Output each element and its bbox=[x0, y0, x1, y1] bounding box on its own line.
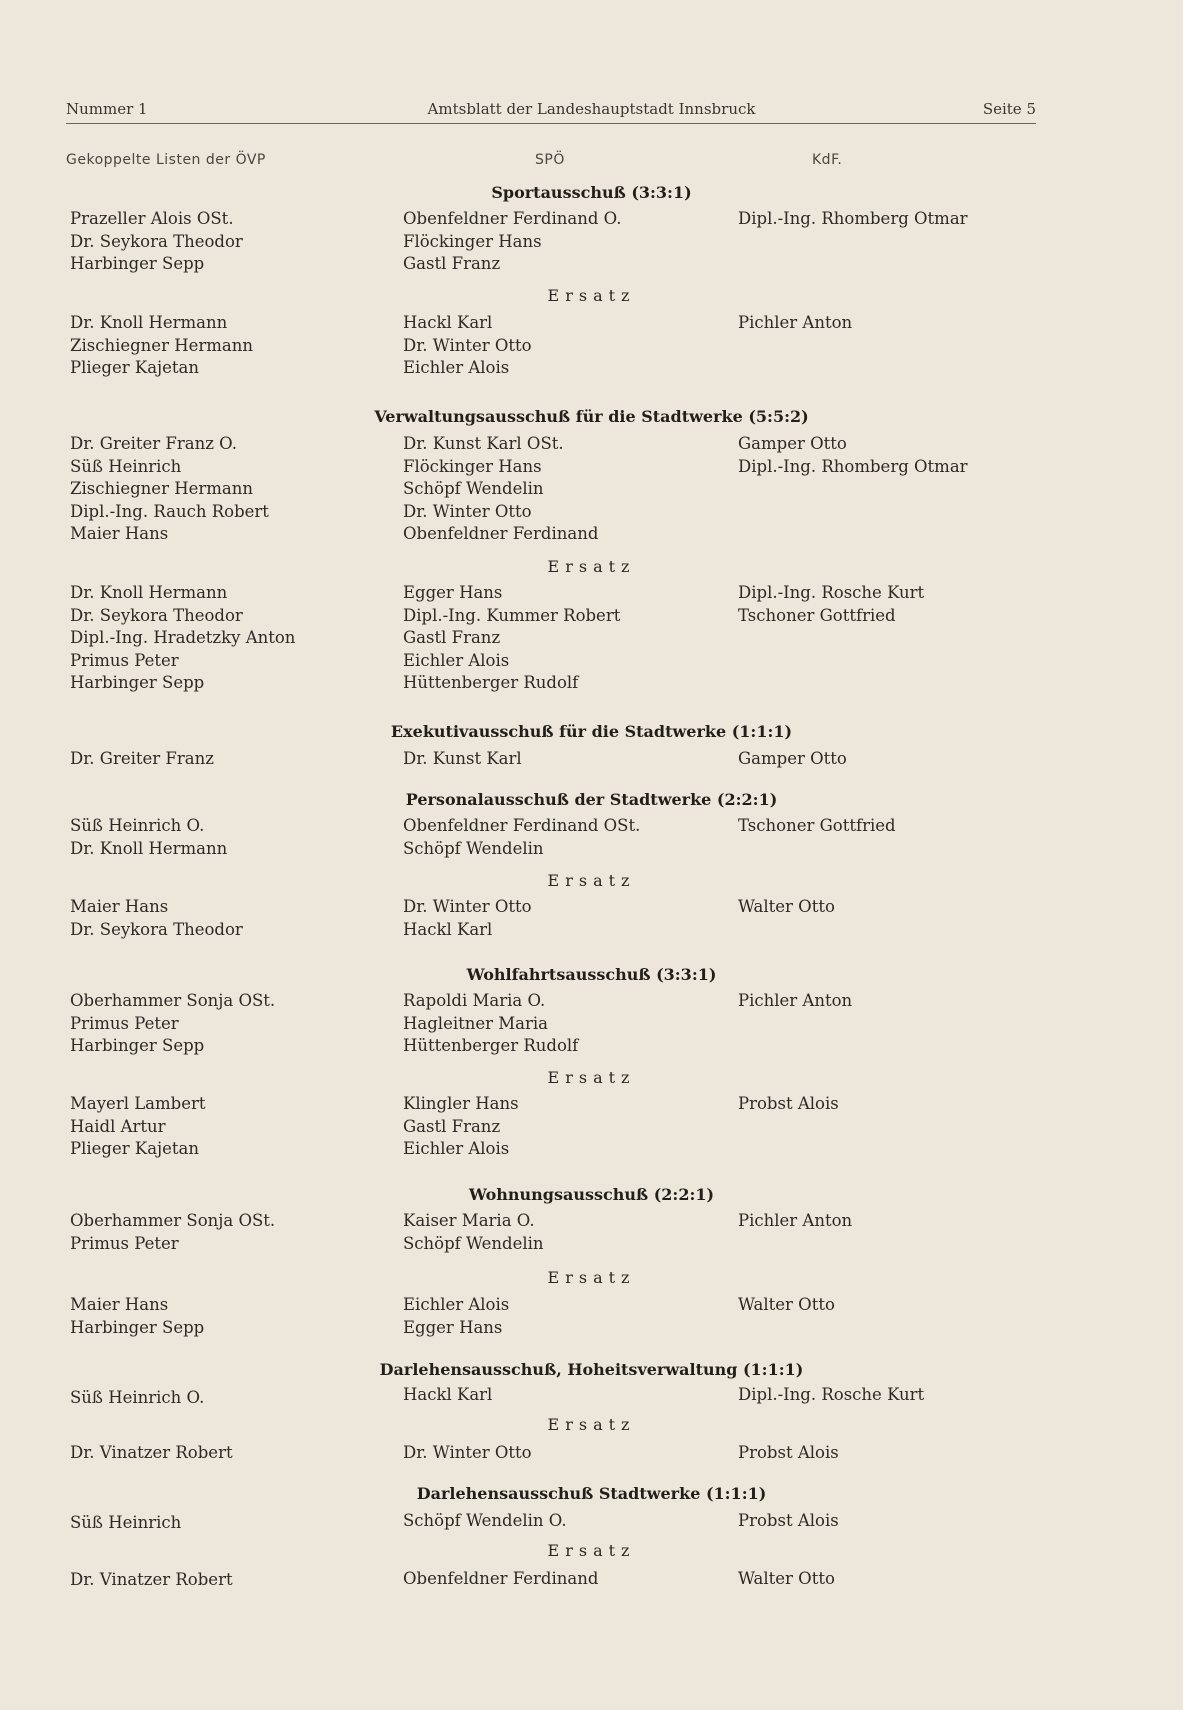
section-7-members-spoe bbox=[403, 1510, 567, 1533]
section-3-members-oevp bbox=[70, 815, 227, 860]
ersatz-name: Tschoner Gottfried bbox=[738, 605, 896, 625]
section-1-members-spoe bbox=[403, 433, 598, 546]
section-0-ersatz-oevp bbox=[70, 312, 253, 380]
section-6-members-kdf bbox=[738, 1384, 924, 1407]
member-name: Maier Hans bbox=[70, 524, 169, 543]
section-4-ersatz-spoe bbox=[403, 1093, 519, 1161]
section-6-members-spoe bbox=[403, 1384, 492, 1407]
section-7-ersatz-spoe bbox=[403, 1568, 598, 1591]
section-4-ersatz-oevp bbox=[70, 1093, 206, 1161]
ersatz-label: Ersatz bbox=[547, 871, 636, 890]
ersatz-name: Gastl Franz bbox=[403, 1116, 501, 1136]
member-name: Obenfeldner Ferdinand bbox=[403, 524, 599, 543]
section-title-verwaltungsausschuss: Verwaltungsausschuß für die Stadtwerke (5:5:2) bbox=[374, 407, 809, 426]
ersatz-name: Dr. Winter Otto bbox=[403, 1443, 532, 1462]
ersatz-name: Dr. Seykora Theodor bbox=[70, 605, 243, 625]
ersatz-name: Dipl.-Ing. Hradetzky Anton bbox=[70, 628, 296, 647]
column-header-kdf: KdF. bbox=[812, 152, 843, 168]
member-name: Schöpf Wendelin O. bbox=[403, 1511, 567, 1530]
ersatz-name: Klingler Hans bbox=[403, 1094, 519, 1113]
section-4-ersatz-kdf bbox=[738, 1093, 839, 1116]
section-title-sportausschuss: Sportausschuß (3:3:1) bbox=[491, 183, 692, 202]
header-issue-number: Nummer 1 bbox=[66, 100, 148, 118]
ersatz-name: Egger Hans bbox=[403, 583, 503, 602]
member-name: Dr. Seykora Theodor bbox=[70, 231, 243, 251]
ersatz-name: Probst Alois bbox=[738, 1094, 839, 1113]
ersatz-name: Dipl.-Ing. Rosche Kurt bbox=[738, 583, 925, 602]
member-name: Hackl Karl bbox=[403, 1385, 493, 1404]
section-title-exekutivausschuss: Exekutivausschuß für die Stadtwerke (1:1:1) bbox=[390, 722, 793, 741]
header-rule bbox=[66, 123, 1036, 124]
member-name: Dr. Knoll Hermann bbox=[70, 838, 228, 858]
section-6-ersatz-oevp bbox=[70, 1442, 233, 1465]
ersatz-name: Obenfeldner Ferdinand bbox=[403, 1569, 599, 1588]
section-6-ersatz-kdf bbox=[738, 1442, 839, 1465]
ersatz-name: Walter Otto bbox=[738, 1295, 835, 1314]
section-0-members-spoe bbox=[403, 208, 621, 276]
member-name: Pichler Anton bbox=[738, 991, 853, 1010]
member-name: Dr. Kunst Karl bbox=[403, 749, 522, 768]
ersatz-name: Dr. Vinatzer Robert bbox=[70, 1443, 233, 1462]
section-3-ersatz-kdf bbox=[738, 896, 835, 919]
section-3-ersatz-oevp bbox=[70, 896, 243, 941]
ersatz-name: Egger Hans bbox=[403, 1317, 503, 1337]
section-0-ersatz-kdf bbox=[738, 312, 852, 335]
section-4-members-kdf bbox=[738, 990, 852, 1013]
section-0-members-oevp bbox=[70, 208, 243, 276]
section-4-members-oevp bbox=[70, 990, 275, 1058]
ersatz-name: Eichler Alois bbox=[403, 358, 510, 377]
section-5-members-kdf bbox=[738, 1210, 852, 1233]
ersatz-name: Dr. Winter Otto bbox=[403, 897, 532, 916]
header-publication-title: Amtsblatt der Landeshauptstadt Innsbruck bbox=[427, 100, 756, 118]
member-name: Süß Heinrich bbox=[70, 1513, 182, 1532]
section-7-members-oevp bbox=[70, 1512, 181, 1535]
ersatz-name: Harbinger Sepp bbox=[70, 1317, 205, 1337]
member-name: Dr. Greiter Franz O. bbox=[70, 434, 237, 453]
column-header-oevp: Gekoppelte Listen der ÖVP bbox=[66, 152, 266, 168]
ersatz-name: Hüttenberger Rudolf bbox=[403, 673, 579, 692]
section-title-personalausschuss: Personalausschuß der Stadtwerke (2:2:1) bbox=[405, 790, 778, 809]
ersatz-label: Ersatz bbox=[547, 1415, 636, 1434]
member-name: Kaiser Maria O. bbox=[403, 1211, 535, 1230]
header-page-number: Seite 5 bbox=[982, 100, 1036, 118]
section-5-members-oevp bbox=[70, 1210, 275, 1255]
ersatz-name: Plieger Kajetan bbox=[70, 1139, 200, 1158]
section-title-wohlfahrtsausschuss: Wohlfahrtsausschuß (3:3:1) bbox=[466, 965, 717, 984]
member-name: Dipl.-Ing. Rosche Kurt bbox=[738, 1385, 925, 1404]
ersatz-name: Eichler Alois bbox=[403, 1139, 510, 1158]
member-name: Probst Alois bbox=[738, 1511, 839, 1530]
member-name: Pichler Anton bbox=[738, 1211, 853, 1230]
ersatz-name: Walter Otto bbox=[738, 897, 835, 916]
section-5-ersatz-spoe bbox=[403, 1294, 509, 1339]
member-name: Obenfeldner Ferdinand OSt. bbox=[403, 816, 641, 835]
section-1-ersatz-kdf bbox=[738, 582, 924, 627]
section-3-members-kdf bbox=[738, 815, 896, 838]
member-name: Dipl.-Ing. Rauch Robert bbox=[70, 501, 269, 521]
section-2-members-spoe bbox=[403, 748, 522, 771]
ersatz-name: Eichler Alois bbox=[403, 1295, 510, 1314]
ersatz-name: Hackl Karl bbox=[403, 919, 493, 939]
ersatz-name: Eichler Alois bbox=[403, 650, 510, 670]
member-name: Schöpf Wendelin bbox=[403, 838, 544, 858]
member-name: Flöckinger Hans bbox=[403, 231, 542, 251]
member-name: Primus Peter bbox=[70, 1013, 179, 1033]
ersatz-name: Probst Alois bbox=[738, 1443, 839, 1462]
member-name: Oberhammer Sonja OSt. bbox=[70, 1211, 276, 1230]
ersatz-name: Zischiegner Hermann bbox=[70, 335, 253, 355]
section-0-members-kdf bbox=[738, 208, 968, 231]
section-1-members-oevp bbox=[70, 433, 269, 546]
ersatz-name: Haidl Artur bbox=[70, 1116, 166, 1136]
ersatz-name: Plieger Kajetan bbox=[70, 358, 200, 377]
member-name: Gamper Otto bbox=[738, 434, 847, 453]
member-name: Schöpf Wendelin bbox=[403, 1233, 544, 1253]
ersatz-name: Dr. Winter Otto bbox=[403, 335, 532, 355]
member-name: Harbinger Sepp bbox=[70, 254, 205, 273]
ersatz-label: Ersatz bbox=[547, 1541, 636, 1560]
ersatz-name: Dr. Seykora Theodor bbox=[70, 919, 243, 939]
section-title-wohnungsausschuss: Wohnungsausschuß (2:2:1) bbox=[468, 1185, 715, 1204]
ersatz-name: Dr. Vinatzer Robert bbox=[70, 1570, 233, 1589]
member-name: Gastl Franz bbox=[403, 254, 501, 273]
ersatz-name: Dr. Knoll Hermann bbox=[70, 313, 228, 332]
ersatz-name: Gastl Franz bbox=[403, 628, 501, 647]
ersatz-name: Harbinger Sepp bbox=[70, 673, 205, 692]
ersatz-name: Maier Hans bbox=[70, 1295, 169, 1314]
ersatz-name: Dipl.-Ing. Kummer Robert bbox=[403, 605, 621, 625]
ersatz-label: Ersatz bbox=[547, 1268, 636, 1287]
member-name: Oberhammer Sonja OSt. bbox=[70, 991, 276, 1010]
section-0-ersatz-spoe bbox=[403, 312, 532, 380]
ersatz-name: Mayerl Lambert bbox=[70, 1094, 206, 1113]
ersatz-name: Walter Otto bbox=[738, 1569, 835, 1588]
member-name: Dipl.-Ing. Rhomberg Otmar bbox=[738, 209, 968, 228]
section-4-members-spoe bbox=[403, 990, 578, 1058]
section-2-members-kdf bbox=[738, 748, 847, 771]
member-name: Flöckinger Hans bbox=[403, 456, 542, 476]
section-1-ersatz-oevp bbox=[70, 582, 295, 695]
section-7-ersatz-kdf bbox=[738, 1568, 835, 1591]
member-name: Tschoner Gottfried bbox=[738, 816, 896, 835]
section-6-ersatz-spoe bbox=[403, 1442, 532, 1465]
member-name: Dr. Winter Otto bbox=[403, 501, 532, 521]
ersatz-label: Ersatz bbox=[547, 557, 636, 576]
ersatz-name: Primus Peter bbox=[70, 650, 179, 670]
member-name: Harbinger Sepp bbox=[70, 1036, 205, 1055]
section-7-ersatz-oevp bbox=[70, 1569, 233, 1592]
ersatz-name: Maier Hans bbox=[70, 897, 169, 916]
member-name: Gamper Otto bbox=[738, 749, 847, 768]
member-name: Dipl.-Ing. Rhomberg Otmar bbox=[738, 456, 968, 476]
member-name: Zischiegner Hermann bbox=[70, 479, 253, 498]
member-name: Süß Heinrich O. bbox=[70, 1388, 205, 1407]
section-1-ersatz-spoe bbox=[403, 582, 620, 695]
section-1-members-kdf bbox=[738, 433, 968, 478]
member-name: Hüttenberger Rudolf bbox=[403, 1036, 579, 1055]
ersatz-name: Dr. Knoll Hermann bbox=[70, 583, 228, 602]
section-5-ersatz-kdf bbox=[738, 1294, 835, 1317]
section-title-darlehensausschuss-hoheitsverwaltung: Darlehensausschuß, Hoheitsverwaltung (1:1:1) bbox=[379, 1360, 804, 1379]
ersatz-label: Ersatz bbox=[547, 1068, 636, 1087]
member-name: Süß Heinrich bbox=[70, 456, 182, 476]
section-3-members-spoe bbox=[403, 815, 640, 860]
column-header-spoe: SPÖ bbox=[535, 152, 565, 168]
section-3-ersatz-spoe bbox=[403, 896, 532, 941]
section-7-members-kdf bbox=[738, 1510, 839, 1533]
section-title-darlehensausschuss-stadtwerke: Darlehensausschuß Stadtwerke (1:1:1) bbox=[416, 1484, 767, 1503]
member-name: Schöpf Wendelin bbox=[403, 479, 544, 498]
ersatz-name: Hackl Karl bbox=[403, 313, 493, 332]
member-name: Süß Heinrich O. bbox=[70, 816, 205, 835]
member-name: Prazeller Alois OSt. bbox=[70, 209, 234, 228]
section-2-members-oevp bbox=[70, 748, 214, 771]
member-name: Dr. Greiter Franz bbox=[70, 749, 214, 768]
ersatz-label: Ersatz bbox=[547, 286, 636, 305]
member-name: Dr. Kunst Karl OSt. bbox=[403, 434, 564, 453]
member-name: Rapoldi Maria O. bbox=[403, 991, 546, 1010]
section-5-ersatz-oevp bbox=[70, 1294, 204, 1339]
section-6-members-oevp bbox=[70, 1387, 204, 1410]
member-name: Obenfeldner Ferdinand O. bbox=[403, 209, 622, 228]
ersatz-name: Pichler Anton bbox=[738, 313, 853, 332]
member-name: Primus Peter bbox=[70, 1233, 179, 1253]
section-5-members-spoe bbox=[403, 1210, 544, 1255]
member-name: Hagleitner Maria bbox=[403, 1013, 548, 1033]
